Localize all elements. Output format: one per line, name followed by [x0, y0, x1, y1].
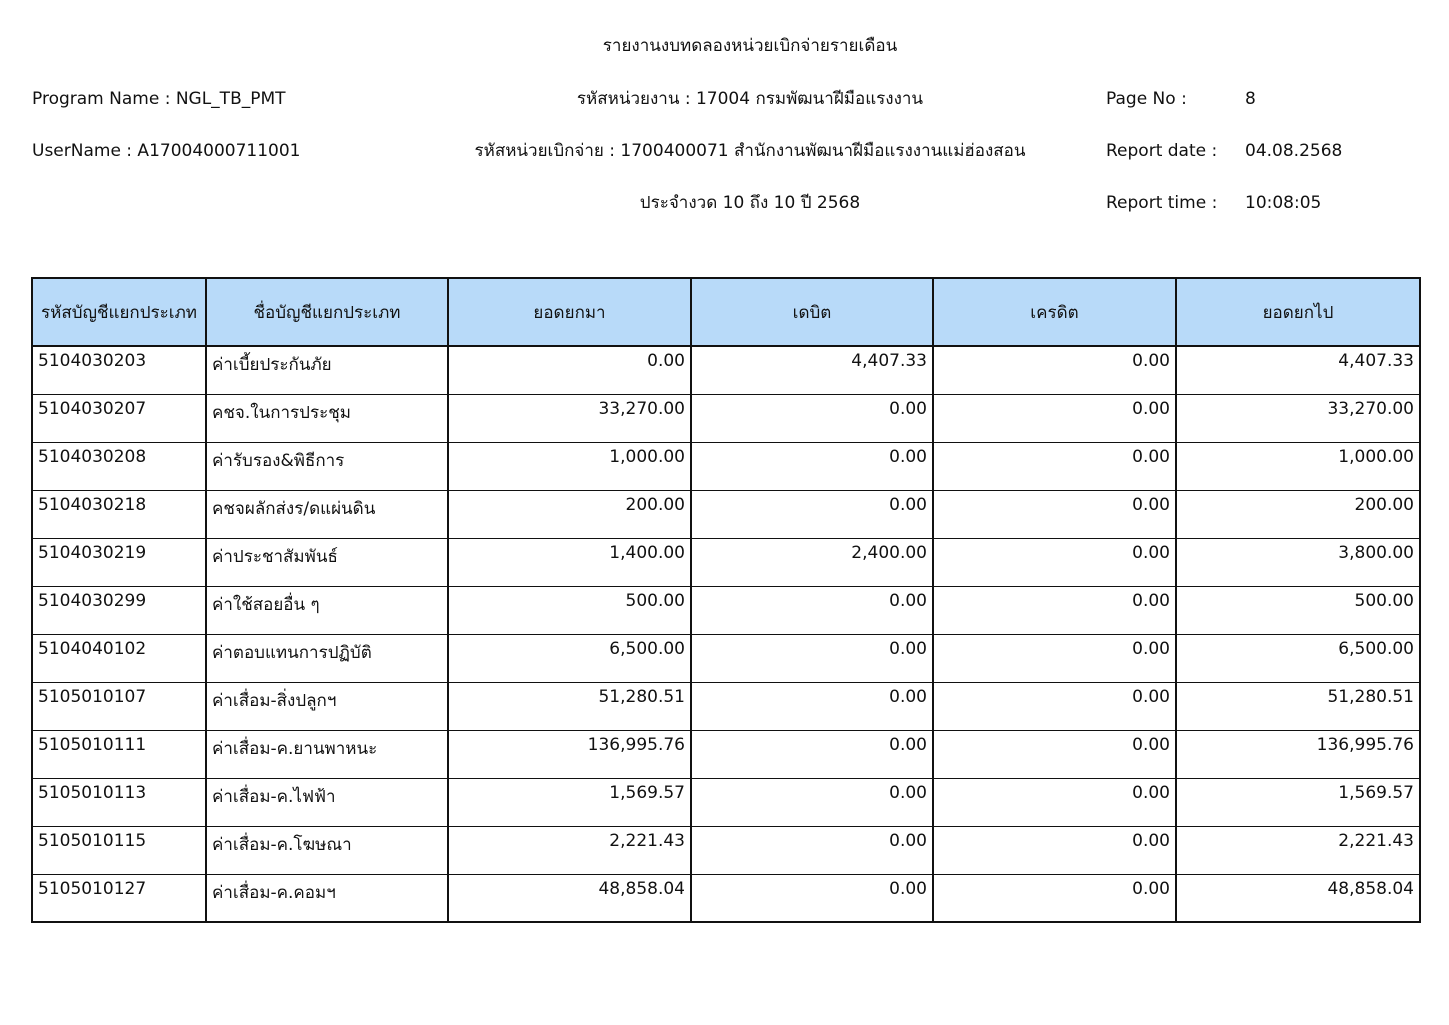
- credit-cell: 0.00: [933, 682, 1176, 730]
- account-code-cell: 5104030208: [32, 442, 206, 490]
- account-code-cell: 5104030219: [32, 538, 206, 586]
- credit-cell: 0.00: [933, 538, 1176, 586]
- debit-cell: 0.00: [691, 826, 933, 874]
- account-name-cell: ค่าเสื่อม-สิ่งปลูกฯ: [206, 682, 448, 730]
- closing-balance-cell: 6,500.00: [1176, 634, 1420, 682]
- opening-balance-cell: 51,280.51: [448, 682, 691, 730]
- column-header-closing-balance: ยอดยกไป: [1176, 278, 1420, 346]
- table-row: [32, 442, 1420, 490]
- department-code: รหัสหน่วยงาน : 17004 กรมพัฒนาฝีมือแรงงาน: [576, 89, 924, 109]
- table-header-row: [32, 278, 1420, 346]
- opening-balance-cell: 33,270.00: [448, 394, 691, 442]
- table-row: [32, 826, 1420, 874]
- account-code-cell: 5105010115: [32, 826, 206, 874]
- debit-cell: 0.00: [691, 682, 933, 730]
- closing-balance-cell: 200.00: [1176, 490, 1420, 538]
- credit-cell: 0.00: [933, 586, 1176, 634]
- debit-cell: 0.00: [691, 730, 933, 778]
- table-row: [32, 730, 1420, 778]
- account-code-cell: 5104030203: [32, 346, 206, 394]
- opening-balance-cell: 1,000.00: [448, 442, 691, 490]
- account-code-cell: 5105010107: [32, 682, 206, 730]
- account-code-cell: 5105010127: [32, 874, 206, 922]
- disbursing-unit-code: รหัสหน่วยเบิกจ่าย : 1700400071 สำนักงานพัฒนาฝีมือแรงงานแม่ฮ่องสอน: [474, 141, 1026, 161]
- credit-cell: 0.00: [933, 730, 1176, 778]
- column-header-account-code: รหัสบัญชีแยกประเภท: [32, 278, 206, 346]
- closing-balance-cell: 51,280.51: [1176, 682, 1420, 730]
- credit-cell: 0.00: [933, 394, 1176, 442]
- program-name: Program Name : NGL_TB_PMT: [32, 89, 286, 109]
- account-name-cell: คชจผลักส่งร/ดแผ่นดิน: [206, 490, 448, 538]
- table-row: [32, 586, 1420, 634]
- opening-balance-cell: 48,858.04: [448, 874, 691, 922]
- report-period: ประจำงวด 10 ถึง 10 ปี 2568: [639, 193, 861, 213]
- account-name-cell: ค่าประชาสัมพันธ์: [206, 538, 448, 586]
- page-no-label: Page No :: [1106, 89, 1187, 109]
- closing-balance-cell: 4,407.33: [1176, 346, 1420, 394]
- table-row: [32, 682, 1420, 730]
- column-header-credit: เครดิต: [933, 278, 1176, 346]
- closing-balance-cell: 136,995.76: [1176, 730, 1420, 778]
- report-time-label: Report time :: [1106, 193, 1218, 213]
- debit-cell: 0.00: [691, 394, 933, 442]
- debit-cell: 4,407.33: [691, 346, 933, 394]
- table-row: [32, 490, 1420, 538]
- account-code-cell: 5104030207: [32, 394, 206, 442]
- closing-balance-cell: 33,270.00: [1176, 394, 1420, 442]
- closing-balance-cell: 2,221.43: [1176, 826, 1420, 874]
- debit-cell: 0.00: [691, 490, 933, 538]
- table-row: [32, 394, 1420, 442]
- account-code-cell: 5104040102: [32, 634, 206, 682]
- opening-balance-cell: 136,995.76: [448, 730, 691, 778]
- opening-balance-cell: 0.00: [448, 346, 691, 394]
- table-row: [32, 634, 1420, 682]
- credit-cell: 0.00: [933, 874, 1176, 922]
- column-header-account-name: ชื่อบัญชีแยกประเภท: [206, 278, 448, 346]
- column-header-debit: เดบิต: [691, 278, 933, 346]
- debit-cell: 0.00: [691, 442, 933, 490]
- account-code-cell: 5104030218: [32, 490, 206, 538]
- account-code-cell: 5105010113: [32, 778, 206, 826]
- closing-balance-cell: 48,858.04: [1176, 874, 1420, 922]
- account-code-cell: 5104030299: [32, 586, 206, 634]
- credit-cell: 0.00: [933, 442, 1176, 490]
- account-name-cell: ค่าเสื่อม-ค.ไฟฟ้า: [206, 778, 448, 826]
- page-no-value: 8: [1245, 89, 1256, 109]
- closing-balance-cell: 3,800.00: [1176, 538, 1420, 586]
- opening-balance-cell: 1,569.57: [448, 778, 691, 826]
- opening-balance-cell: 2,221.43: [448, 826, 691, 874]
- column-header-opening-balance: ยอดยกมา: [448, 278, 691, 346]
- closing-balance-cell: 500.00: [1176, 586, 1420, 634]
- credit-cell: 0.00: [933, 346, 1176, 394]
- opening-balance-cell: 500.00: [448, 586, 691, 634]
- credit-cell: 0.00: [933, 490, 1176, 538]
- table-row: [32, 346, 1420, 394]
- debit-cell: 0.00: [691, 634, 933, 682]
- debit-cell: 0.00: [691, 778, 933, 826]
- credit-cell: 0.00: [933, 634, 1176, 682]
- account-name-cell: ค่าใช้สอยอื่น ๆ: [206, 586, 448, 634]
- report-date-value: 04.08.2568: [1245, 141, 1343, 161]
- debit-cell: 2,400.00: [691, 538, 933, 586]
- opening-balance-cell: 200.00: [448, 490, 691, 538]
- trial-balance-table: [31, 277, 1421, 923]
- account-name-cell: คชจ.ในการประชุม: [206, 394, 448, 442]
- credit-cell: 0.00: [933, 778, 1176, 826]
- credit-cell: 0.00: [933, 826, 1176, 874]
- opening-balance-cell: 1,400.00: [448, 538, 691, 586]
- table-row: [32, 874, 1420, 922]
- closing-balance-cell: 1,569.57: [1176, 778, 1420, 826]
- report-date-label: Report date :: [1106, 141, 1218, 161]
- report-title: รายงานงบทดลองหน่วยเบิกจ่ายรายเดือน: [602, 36, 898, 56]
- opening-balance-cell: 6,500.00: [448, 634, 691, 682]
- username: UserName : A17004000711001: [32, 141, 301, 161]
- table-row: [32, 778, 1420, 826]
- account-name-cell: ค่ารับรอง&พิธีการ: [206, 442, 448, 490]
- table-row: [32, 538, 1420, 586]
- debit-cell: 0.00: [691, 586, 933, 634]
- report-time-value: 10:08:05: [1245, 193, 1322, 213]
- account-name-cell: ค่าเบี้ยประกันภัย: [206, 346, 448, 394]
- account-name-cell: ค่าเสื่อม-ค.ยานพาหนะ: [206, 730, 448, 778]
- account-name-cell: ค่าตอบแทนการปฏิบัติ: [206, 634, 448, 682]
- account-name-cell: ค่าเสื่อม-ค.โฆษณา: [206, 826, 448, 874]
- closing-balance-cell: 1,000.00: [1176, 442, 1420, 490]
- debit-cell: 0.00: [691, 874, 933, 922]
- account-name-cell: ค่าเสื่อม-ค.คอมฯ: [206, 874, 448, 922]
- account-code-cell: 5105010111: [32, 730, 206, 778]
